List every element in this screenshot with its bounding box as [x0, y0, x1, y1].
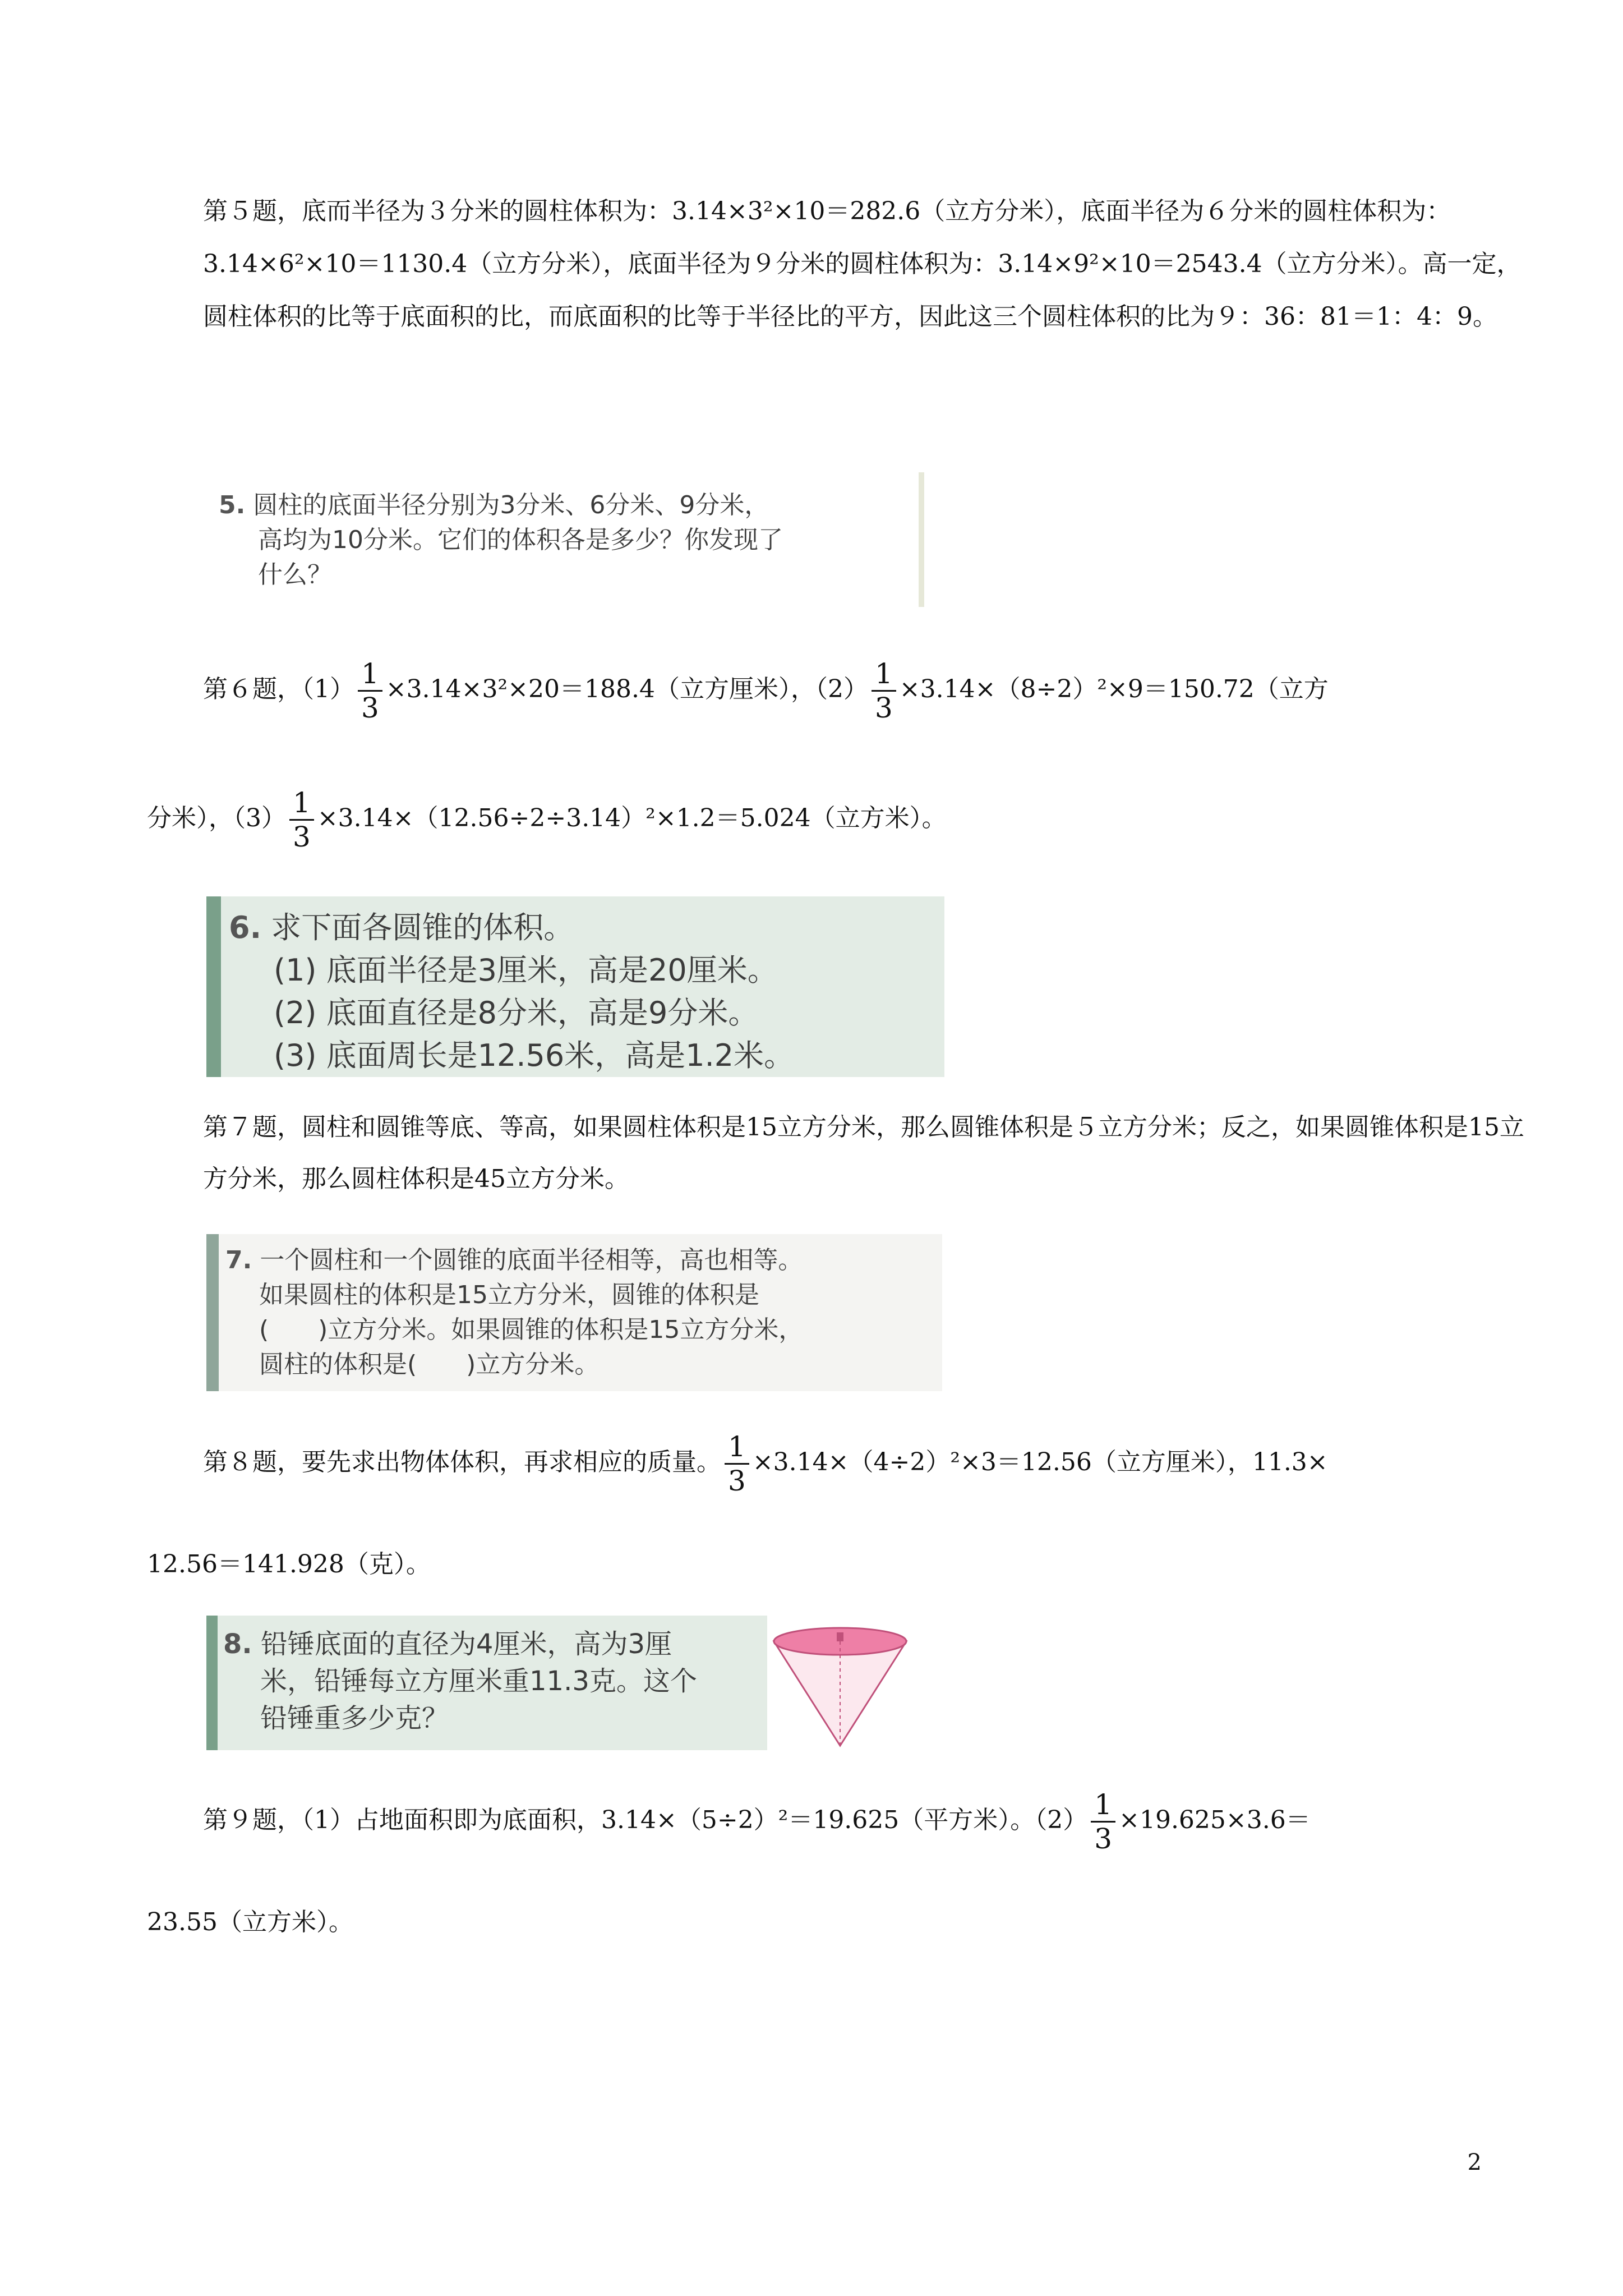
fraction-one-third: $\frac{1}{3}$ — [358, 657, 382, 724]
q5-box-line: 高均为10分米。它们的体积各是多少？你发现了 — [258, 526, 783, 554]
fraction-one-third: $\frac{1}{3}$ — [1091, 1788, 1115, 1855]
cone-center-mark — [837, 1632, 843, 1641]
q8-answer-line-2: 12.56＝141.928（克）。 — [147, 1550, 431, 1579]
q8-box-line: 米，铅锤每立方厘米重11.3克。这个 — [260, 1665, 697, 1697]
q6-answer-line-1: 第６题，（1） $\frac{1}{3}$ ×3.14×3²×20＝188.4（立方厘米），（2） $\frac{1}{3}$ ×3.14×（8÷2）²×9＝150.72（立方 — [203, 657, 1329, 724]
q9-answer-line-2: 23.55（立方米）。 — [147, 1908, 353, 1936]
q7-box-line: 如果圆柱的体积是15立方分米，圆锥的体积是 — [259, 1281, 759, 1309]
q6-box-title: 求下面各圆锥的体积。 — [271, 910, 574, 945]
q7-textbook-excerpt — [206, 1234, 942, 1391]
q5-box-line: 圆柱的底面半径分别为3分米、6分米、9分米， — [253, 491, 769, 519]
q8-answer-line-1: 第８题，要先求出物体体积，再求相应的质量。 $\frac{1}{3}$ ×3.14×（4÷2）²×3＝12.56（立方厘米），11.3× — [203, 1430, 1328, 1497]
q7-box-line: 一个圆柱和一个圆锥的底面半径相等，高也相等。 — [260, 1246, 803, 1274]
cone-illustration — [767, 1616, 913, 1750]
q7-box-line: ( )立方分米。如果圆锥的体积是15立方分米， — [259, 1315, 804, 1344]
q6-box-item: (2) 底面直径是8分米，高是9分米。 — [274, 995, 759, 1030]
q8-box-number: 8. — [223, 1628, 252, 1660]
q5-textbook-excerpt — [212, 472, 924, 607]
q7-box-number: 7. — [225, 1246, 252, 1274]
q6-box-item: (1) 底面半径是3厘米，高是20厘米。 — [274, 953, 778, 988]
q6-textbook-excerpt — [206, 896, 944, 1077]
q6-box-number: 6. — [229, 910, 262, 945]
q5-box-number: 5. — [219, 491, 246, 519]
fraction-one-third: $\frac{1}{3}$ — [289, 786, 314, 853]
q8-textbook-excerpt — [206, 1616, 767, 1750]
q6-answer-line-2: 分米），（3） $\frac{1}{3}$ ×3.14×（12.56÷2÷3.14）²×1.2＝5.024（立方米）。 — [147, 786, 947, 853]
q9-answer-line-1: 第９题，（1）占地面积即为底面积，3.14×（5÷2）²＝19.625（平方米）。（2） $\frac{1}{3}$ ×19.625×3.6＝ — [203, 1788, 1311, 1855]
fraction-one-third: $\frac{1}{3}$ — [725, 1430, 749, 1497]
q5-answer: 第５题，底而半径为３分米的圆柱体积为：3.14×3²×10＝282.6（立方分米），底面半径为６分米的圆柱体积为：3.14×6²×10＝1130.4（立方分米），底面半径为９分米的圆柱体积为：3.14×9²×10＝2543.4（立方分米）。高一定，圆柱体积的比等于底面积的比，而底面积的比等于半径比的平方，因此这三个圆柱体积的比为９：36：81＝1：4：9。 — [203, 197, 1521, 331]
q7-box-line: 圆柱的体积是( )立方分米。 — [259, 1350, 600, 1379]
q7-answer: 第７题，圆柱和圆锥等底、等高，如果圆柱体积是15立方分米，那么圆锥体积是５立方分米；反之，如果圆锥体积是15立方分米，那么圆柱体积是45立方分米。 — [203, 1113, 1524, 1193]
fraction-one-third: $\frac{1}{3}$ — [872, 657, 896, 724]
q6-box-item: (3) 底面周长是12.56米，高是1.2米。 — [274, 1038, 795, 1073]
q5-box-line: 什么？ — [258, 560, 332, 589]
q8-box-line: 铅锤底面的直径为4厘米，高为3厘 — [260, 1628, 672, 1660]
q8-box-line: 铅锤重多少克？ — [260, 1703, 449, 1734]
page-number: 2 — [1467, 2150, 1482, 2175]
